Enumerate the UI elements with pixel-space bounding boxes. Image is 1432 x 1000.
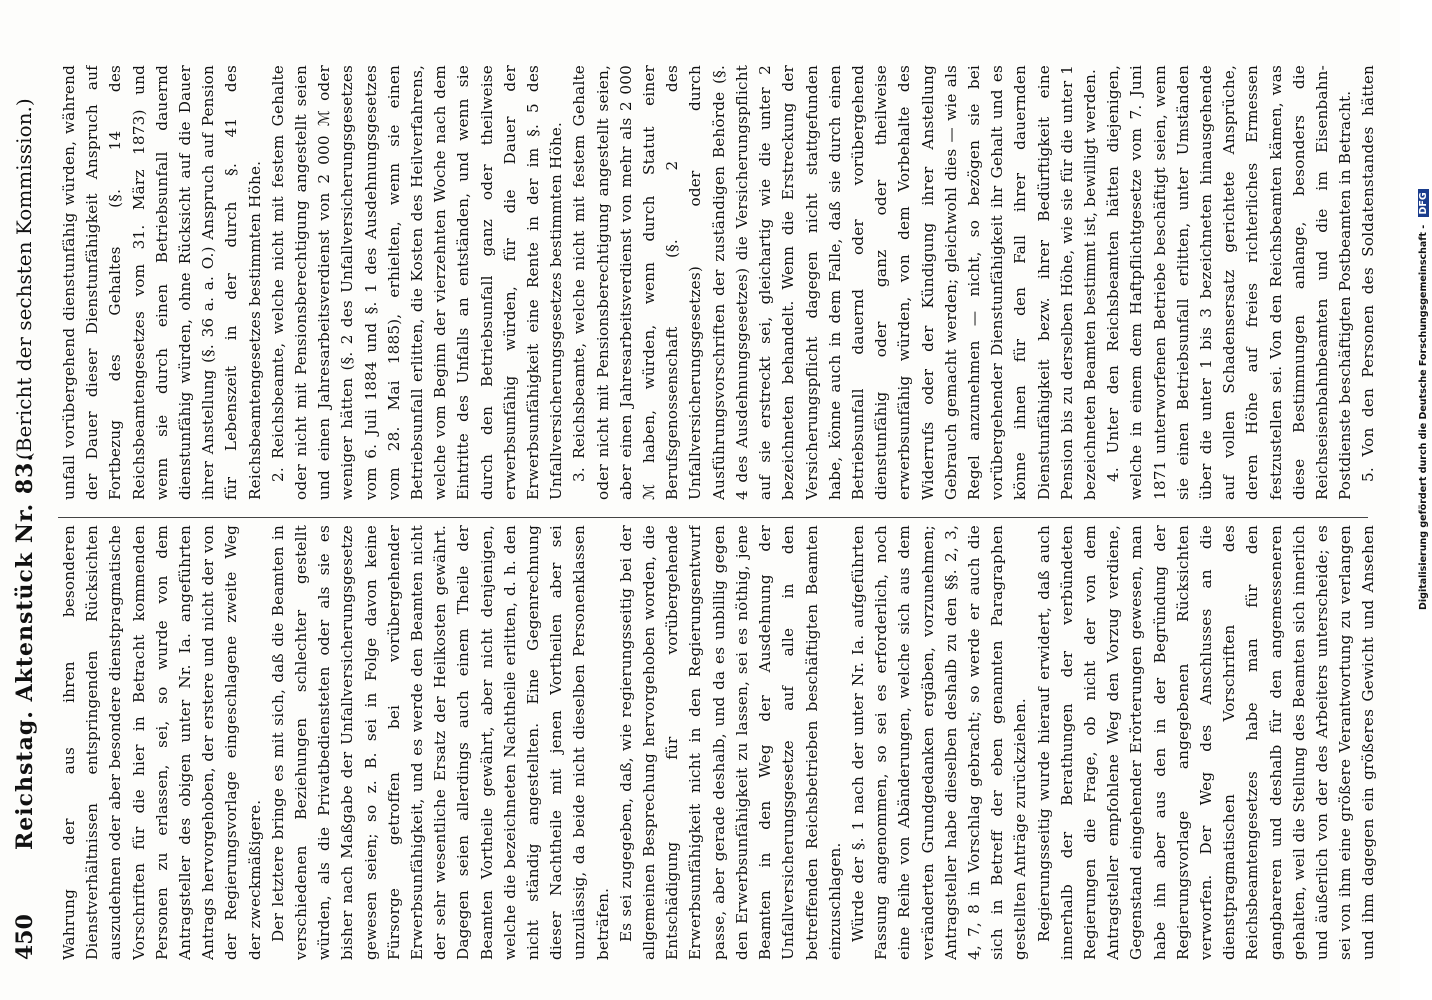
paragraph: Der letztere bringe es mit sich, daß die Beamten in verschiedenen Beziehungen schlechter gestellt würden, als die Privatbediensteten oder als sie es bisher nach Maßgabe der Unfallversicherungsgesetze gewesen seien; so z. B. sei in Folge davon keine Fürsorge getroffen bei vorübergehender Erwerbsunfähigkeit, und es werde den Beamten nicht der sehr wesentliche Ersatz der Heilkosten gewährt. Dagegen seien allerdings auch einem Theile der Beamten Vortheile gewährt, aber nicht denjenigen, welche die bezeichneten Nachtheile erlitten, d. h. den nicht ständig angestellten. Eine Gegenrechnung dieser Nachtheile mit jenen Vortheilen aber sei unzulässig, da beide nicht dieselben Personenklassen beträfen. bbox=[268, 525, 612, 960]
right-text-column bbox=[58, 65, 1378, 500]
paragraph: Es sei zugegeben, daß, wie regierungsseitig bei der allgemeinen Besprechung hervorgehoben worden, die Entschädigung für vorübergehende Erwerbsunfähigkeit nicht in den Regierungsentwurf passe, aber gerade deshalb, und da es unbillig gegen den Erwerbsunfähigkeit zu lassen, sei es nöthig, jene Beamten in den Weg der Ausdehnung der Unfallversicherungsgesetze auf alle in den betreffenden Reichsbetrieben beschäftigten Beamten einzuschlagen. bbox=[616, 525, 844, 960]
column-divider bbox=[58, 517, 1368, 518]
digitization-credit bbox=[1418, 0, 1432, 1000]
dfg-logo: DFG bbox=[1418, 189, 1429, 217]
page-header bbox=[8, 30, 48, 960]
credit-text: Digitalisierung gefördert durch die Deutsche Forschungsgemeinschaft - bbox=[1418, 224, 1429, 610]
paragraph: Wahrung der aus ihren besonderen Dienstverhältnissen entspringenden Rücksichten auszudehnen oder aber besondere dienstpragmatische Vorschriften für die hier in Betracht kommenden Personen zu erlassen, sei, so wurde von dem Antragsteller des obigen unter Nr. Ia. angeführten Antrags hervorgehoben, der erstere und nicht der von der Regierungsvorlage eingeschlagene zweite Weg der zweckmäßigere. bbox=[60, 525, 264, 960]
header-right-title: (Bericht der sechsten Kommission.) bbox=[12, 98, 36, 460]
page-number: 450 bbox=[12, 914, 38, 960]
paragraph: 3. Reichsbeamte, welche nicht mit festem Gehalte oder nicht mit Pensionsberechtigung angestellt seien, aber einen Jahresarbeitsverdienst von mehr als 2 000 ℳ haben, würden, wenn durch Statut einer Berufsgenossenschaft (§. 2 des Unfallversicherungsgesetzes) oder durch Ausführungsvorschriften der zuständigen Behörde (§. 4 des Ausdehnungsgesetzes) die Versicherungspflicht auf sie erstreckt sei, gleichartig wie die unter 2 bezeichneten behandelt. Wenn die Erstreckung der Versicherungspflicht dagegen nicht stattgefunden habe, könne auch in dem Falle, daß sie durch einen Betriebsunfall dauernd oder vorübergehend dienstunfähig oder ganz oder theilweise erwerbsunfähig würden, von dem Vorbehalte des Widerrufs oder der Kündigung ihrer Anstellung Gebrauch gemacht werden; gleichwohl dies — wie als Regel anzunehmen — nicht, so bezögen sie bei vorübergehender Dienstunfähigkeit ihr Gehalt und es könne ihnen für den Fall ihrer dauernden Dienstunfähigkeit bezw. ihrer Bedürftigkeit eine Pension bis zu derselben Höhe, wie sie für die unter 1 bezeichneten Beamten bestimmt ist, bewilligt werden. bbox=[570, 65, 1099, 500]
header-left-title: Reichstag. Aktenstück Nr. 83. bbox=[12, 452, 38, 850]
paragraph: 4. Unter den Reichsbeamten hätten diejenigen, welche in einem dem Haftpflichtgesetze vom 7. Juni 1871 unterworfenen Betriebe beschäftigt seien, wenn sie einen Betriebsunfall erlitten, unter Umständen über die unter 1 bis 3 bezeichneten hinausgehende auf vollen Schadensersatz gerichtete Ansprüche, deren Höhe auf freies richterliches Ermessen festzustellen sei. Von den Reichsbeamten kämen, was diese Bestimmungen anlange, besonders die Reichseisenbahnbeamten und die im Eisenbahn-Postdienste beschäftigten Postbeamten in Betracht. bbox=[1104, 65, 1355, 500]
paragraph: 2. Reichsbeamte, welche nicht mit festem Gehalte oder nicht mit Pensionsberechtigung angestellt seien und einen Jahresarbeitsverdienst von 2 000 ℳ oder weniger hätten (§. 2 des Unfallversicherungsgesetzes vom 6. Juli 1884 und §. 1 des Ausdehnungsgesetzes vom 28. Mai 1885), erhielten, wenn sie einen Betriebsunfall erlitten, die Kosten des Heilverfahrens, welche vom Beginn der vierzehnten Woche nach dem Eintritte des Unfalls an entständen, und wenn sie durch den Betriebsunfall ganz oder theilweise erwerbsunfähig würden, für die Dauer der Erwerbsunfähigkeit eine Rente in der im §. 5 des Unfallversicherungsgesetzes bestimmten Höhe. bbox=[268, 65, 566, 500]
paragraph: Regierungsseitig wurde hierauf erwidert, daß auch innerhalb der Berathungen der verbündeten Regierungen die Frage, ob nicht der von dem Antragsteller empfohlene Weg den Vorzug verdiene, Gegenstand eingehender Erörterungen gewesen, man habe ihn aber aus den in der Begründung der Regierungsvorlage angegebenen Rücksichten verworfen. Der Weg des Anschlusses an die dienstpragmatischen Vorschriften des Reichsbeamtengesetzes habe man für den gangbareren und deshalb für den angemesseneren gehalten, weil die Stellung des Beamten sich innerlich und äußerlich von der des Arbeiters unterscheide; es sei von ihm eine größere Verantwortung zu verlangen und ihm dagegen ein größeres Gewicht und Ansehen bbox=[1034, 525, 1378, 960]
paragraph: unfall vorübergehend dienstunfähig würden, während der Dauer dieser Dienstunfähigkeit Anspruch auf Fortbezug des Gehaltes (§. 14 des Reichsbeamtengesetzes vom 31. März 1873) und wenn sie durch einen Betriebsunfall dauernd dienstunfähig würden, ohne Rücksicht auf die Dauer ihrer Anstellung (§. 36 a. a. O.) Anspruch auf Pension für Lebenszeit in der durch §. 41 des Reichsbeamtengesetzes bestimmten Höhe. bbox=[60, 65, 264, 500]
paragraph: 5. Von den Personen des Soldatenstandes hätten bbox=[1359, 65, 1378, 482]
paragraph: Würde der §. 1 nach der unter Nr. Ia. aufgeführten Fassung angenommen, so sei es erforderlich, noch eine Reihe von Abänderungen, welche sich aus dem veränderten Grundgedanken ergäben, vorzunehmen; Antragsteller habe dieselben deshalb zu den §§. 2, 3, 4, 7, 8 in Vorschlag gebracht; so werde er auch die sich in Betreff der eben genannten Paragraphen gestellten Anträge zurückziehen. bbox=[848, 525, 1030, 960]
left-text-column bbox=[58, 525, 1378, 960]
